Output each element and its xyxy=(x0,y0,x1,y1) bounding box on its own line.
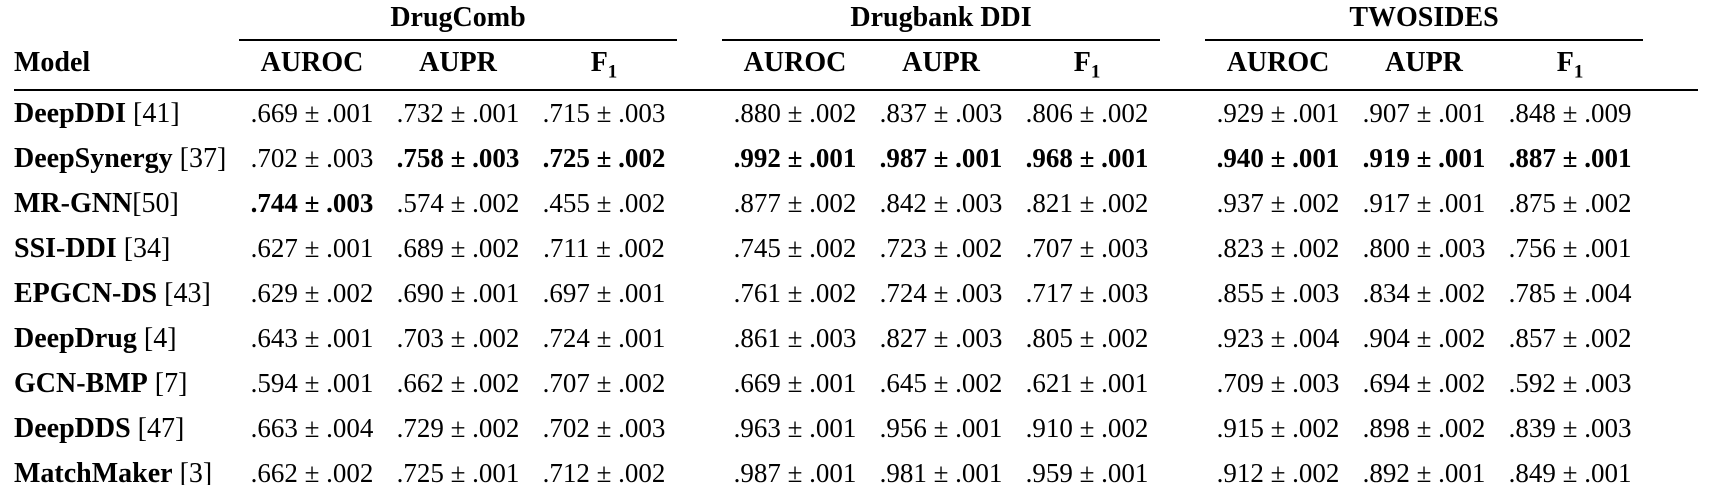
model-cell xyxy=(14,316,239,361)
value-cell: .455 ± .002 xyxy=(542,188,666,218)
value-cell: .892 ± .001 xyxy=(1351,451,1497,485)
value-cell: .592 ± .003 xyxy=(1508,368,1632,398)
value-cell: .992 ± .001 xyxy=(733,143,857,173)
metric-header-aupr xyxy=(385,40,531,90)
corner-cell xyxy=(14,0,239,40)
value-cell: .910 ± .002 xyxy=(1025,413,1149,443)
value-cell: .645 ± .002 xyxy=(879,368,1003,398)
value-cell: .963 ± .001 xyxy=(733,413,857,443)
value-cell: .690 ± .001 xyxy=(396,278,520,308)
row-tail xyxy=(1643,451,1698,485)
metric-label: F xyxy=(590,47,608,78)
row-tail xyxy=(1643,361,1698,406)
metric-header-f1 xyxy=(1014,40,1160,90)
model-citation-ref: [47] xyxy=(130,412,185,444)
table-row xyxy=(14,451,1698,485)
model-column-header: Model xyxy=(14,40,239,90)
model-citation-ref: [3] xyxy=(172,457,213,485)
model-cell xyxy=(14,90,239,136)
value-cell: .839 ± .003 xyxy=(1508,413,1632,443)
metric-header-f1 xyxy=(1497,40,1643,90)
model-name: DeepDDS xyxy=(14,412,131,444)
metric-label: AUROC xyxy=(1226,47,1330,78)
table-row xyxy=(14,226,1698,271)
group-gap xyxy=(677,226,722,271)
model-citation-ref: [34] xyxy=(116,232,171,264)
value-cell: .923 ± .004 xyxy=(1216,323,1340,353)
row-tail xyxy=(1643,181,1698,226)
table-row xyxy=(14,361,1698,406)
table-row xyxy=(14,316,1698,361)
group-gap xyxy=(1160,40,1205,90)
metric-header-aupr xyxy=(1351,40,1497,90)
group-gap xyxy=(1160,90,1205,136)
row-tail xyxy=(1643,0,1698,40)
model-name: GCN-BMP xyxy=(14,367,148,399)
value-cell: .663 ± .004 xyxy=(250,413,374,443)
group-gap xyxy=(1160,136,1205,181)
value-cell: .627 ± .001 xyxy=(250,233,374,263)
group-gap xyxy=(1160,0,1205,40)
value-cell: .842 ± .003 xyxy=(879,188,1003,218)
value-cell: .711 ± .002 xyxy=(543,233,665,263)
group-gap xyxy=(677,90,722,136)
model-cell xyxy=(14,226,239,271)
table-body xyxy=(14,90,1698,485)
value-cell: .574 ± .002 xyxy=(396,188,520,218)
model-cell xyxy=(14,361,239,406)
value-cell: .702 ± .003 xyxy=(542,413,666,443)
value-cell: .919 ± .001 xyxy=(1362,143,1486,173)
metric-label: F xyxy=(1556,47,1574,78)
metric-header-auroc xyxy=(722,40,868,90)
value-cell: .937 ± .002 xyxy=(1216,188,1340,218)
metric-header-row xyxy=(14,40,1698,90)
model-citation-ref: [4] xyxy=(136,322,177,354)
value-cell: .837 ± .003 xyxy=(879,98,1003,128)
value-cell: .848 ± .009 xyxy=(1508,98,1632,128)
value-cell: .912 ± .002 xyxy=(1205,451,1351,485)
value-cell: .857 ± .002 xyxy=(1508,323,1632,353)
group-gap xyxy=(677,451,722,485)
results-table xyxy=(14,0,1698,485)
group-gap xyxy=(1160,451,1205,485)
value-cell: .968 ± .001 xyxy=(1025,143,1149,173)
value-cell: .756 ± .001 xyxy=(1508,233,1632,263)
value-cell: .987 ± .001 xyxy=(722,451,868,485)
value-cell: .669 ± .001 xyxy=(250,98,374,128)
group-gap xyxy=(1160,181,1205,226)
group-gap xyxy=(1160,226,1205,271)
metric-header-aupr xyxy=(868,40,1014,90)
model-citation-ref: [37] xyxy=(172,142,227,174)
value-cell: .877 ± .002 xyxy=(733,188,857,218)
model-name: EPGCN-DS xyxy=(14,277,158,309)
metric-label: F xyxy=(1073,47,1091,78)
value-cell: .702 ± .003 xyxy=(250,143,374,173)
table-row xyxy=(14,90,1698,136)
group-header-row xyxy=(14,0,1698,40)
row-tail xyxy=(1643,316,1698,361)
value-cell: .694 ± .002 xyxy=(1362,368,1486,398)
value-cell: .956 ± .001 xyxy=(879,413,1003,443)
group-gap xyxy=(677,316,722,361)
value-cell: .709 ± .003 xyxy=(1216,368,1340,398)
group-gap xyxy=(677,271,722,316)
value-cell: .744 ± .003 xyxy=(250,188,374,218)
value-cell: .621 ± .001 xyxy=(1025,368,1149,398)
model-name: MR-GNN xyxy=(14,187,133,219)
table-row xyxy=(14,271,1698,316)
value-cell: .887 ± .001 xyxy=(1508,143,1632,173)
table-row xyxy=(14,136,1698,181)
value-cell: .855 ± .003 xyxy=(1216,278,1340,308)
value-cell: .594 ± .001 xyxy=(250,368,374,398)
model-citation-ref: [7] xyxy=(147,367,188,399)
value-cell: .806 ± .002 xyxy=(1025,98,1149,128)
value-cell: .703 ± .002 xyxy=(396,323,520,353)
metric-subscript: 1 xyxy=(607,61,618,83)
metric-subscript: 1 xyxy=(1090,61,1101,83)
model-cell xyxy=(14,136,239,181)
group-gap xyxy=(1160,406,1205,451)
group-gap xyxy=(677,0,722,40)
value-cell: .959 ± .001 xyxy=(1014,451,1160,485)
value-cell: .907 ± .001 xyxy=(1362,98,1486,128)
table-row xyxy=(14,406,1698,451)
value-cell: .827 ± .003 xyxy=(879,323,1003,353)
row-tail xyxy=(1643,136,1698,181)
value-cell: .707 ± .002 xyxy=(542,368,666,398)
value-cell: .697 ± .001 xyxy=(542,278,666,308)
group-header-drugbank-ddi: Drugbank DDI xyxy=(722,0,1160,40)
metric-header-auroc xyxy=(1205,40,1351,90)
value-cell: .821 ± .002 xyxy=(1025,188,1149,218)
group-gap xyxy=(1160,271,1205,316)
metric-label: AUROC xyxy=(743,47,847,78)
value-cell: .805 ± .002 xyxy=(1025,323,1149,353)
model-name: DeepSynergy xyxy=(14,142,173,174)
value-cell: .929 ± .001 xyxy=(1216,98,1340,128)
row-tail xyxy=(1643,406,1698,451)
group-header-twosides: TWOSIDES xyxy=(1205,0,1643,40)
value-cell: .800 ± .003 xyxy=(1362,233,1486,263)
metric-header-f1 xyxy=(531,40,677,90)
value-cell: .987 ± .001 xyxy=(879,143,1003,173)
group-header-drugcomb: DrugComb xyxy=(239,0,677,40)
value-cell: .745 ± .002 xyxy=(733,233,857,263)
row-tail xyxy=(1643,40,1698,90)
value-cell: .823 ± .002 xyxy=(1216,233,1340,263)
value-cell: .717 ± .003 xyxy=(1025,278,1149,308)
value-cell: .732 ± .001 xyxy=(396,98,520,128)
value-cell: .761 ± .002 xyxy=(733,278,857,308)
value-cell: .940 ± .001 xyxy=(1216,143,1340,173)
group-gap xyxy=(677,40,722,90)
model-cell xyxy=(14,406,239,451)
group-gap xyxy=(677,406,722,451)
metric-label: AUPR xyxy=(419,47,497,78)
value-cell: .898 ± .002 xyxy=(1362,413,1486,443)
value-cell: .669 ± .001 xyxy=(733,368,857,398)
value-cell: .715 ± .003 xyxy=(542,98,666,128)
metric-label: AUPR xyxy=(1385,47,1463,78)
value-cell: .834 ± .002 xyxy=(1362,278,1486,308)
table-row xyxy=(14,181,1698,226)
value-cell: .707 ± .003 xyxy=(1025,233,1149,263)
model-name: MatchMaker xyxy=(14,457,173,485)
metric-label: AUPR xyxy=(902,47,980,78)
value-cell: .723 ± .002 xyxy=(879,233,1003,263)
value-cell: .712 ± .002 xyxy=(531,451,677,485)
model-citation-ref: [41] xyxy=(126,97,180,129)
model-name: DeepDDI xyxy=(14,97,126,129)
model-cell xyxy=(14,271,239,316)
metric-header-auroc xyxy=(239,40,385,90)
value-cell: .729 ± .002 xyxy=(396,413,520,443)
metric-subscript: 1 xyxy=(1573,61,1584,83)
value-cell: .629 ± .002 xyxy=(250,278,374,308)
value-cell: .724 ± .001 xyxy=(542,323,666,353)
row-tail xyxy=(1643,90,1698,136)
value-cell: .724 ± .003 xyxy=(879,278,1003,308)
value-cell: .725 ± .001 xyxy=(385,451,531,485)
value-cell: .785 ± .004 xyxy=(1508,278,1632,308)
group-gap xyxy=(1160,316,1205,361)
value-cell: .662 ± .002 xyxy=(396,368,520,398)
model-citation-ref: [50] xyxy=(132,187,179,219)
group-gap xyxy=(677,361,722,406)
row-tail xyxy=(1643,226,1698,271)
value-cell: .689 ± .002 xyxy=(396,233,520,263)
group-gap xyxy=(677,136,722,181)
row-tail xyxy=(1643,271,1698,316)
value-cell: .981 ± .001 xyxy=(868,451,1014,485)
model-name: DeepDrug xyxy=(14,322,137,354)
model-name: SSI-DDI xyxy=(14,232,117,264)
metric-label: AUROC xyxy=(260,47,364,78)
group-gap xyxy=(1160,361,1205,406)
value-cell: .849 ± .001 xyxy=(1497,451,1643,485)
value-cell: .875 ± .002 xyxy=(1508,188,1632,218)
model-citation-ref: [43] xyxy=(157,277,211,309)
value-cell: .725 ± .002 xyxy=(542,143,666,173)
value-cell: .904 ± .002 xyxy=(1362,323,1486,353)
value-cell: .662 ± .002 xyxy=(239,451,385,485)
value-cell: .643 ± .001 xyxy=(250,323,374,353)
model-cell xyxy=(14,181,239,226)
model-cell xyxy=(14,451,239,485)
value-cell: .917 ± .001 xyxy=(1362,188,1486,218)
value-cell: .758 ± .003 xyxy=(396,143,520,173)
group-gap xyxy=(677,181,722,226)
value-cell: .861 ± .003 xyxy=(733,323,857,353)
value-cell: .880 ± .002 xyxy=(733,98,857,128)
value-cell: .915 ± .002 xyxy=(1216,413,1340,443)
